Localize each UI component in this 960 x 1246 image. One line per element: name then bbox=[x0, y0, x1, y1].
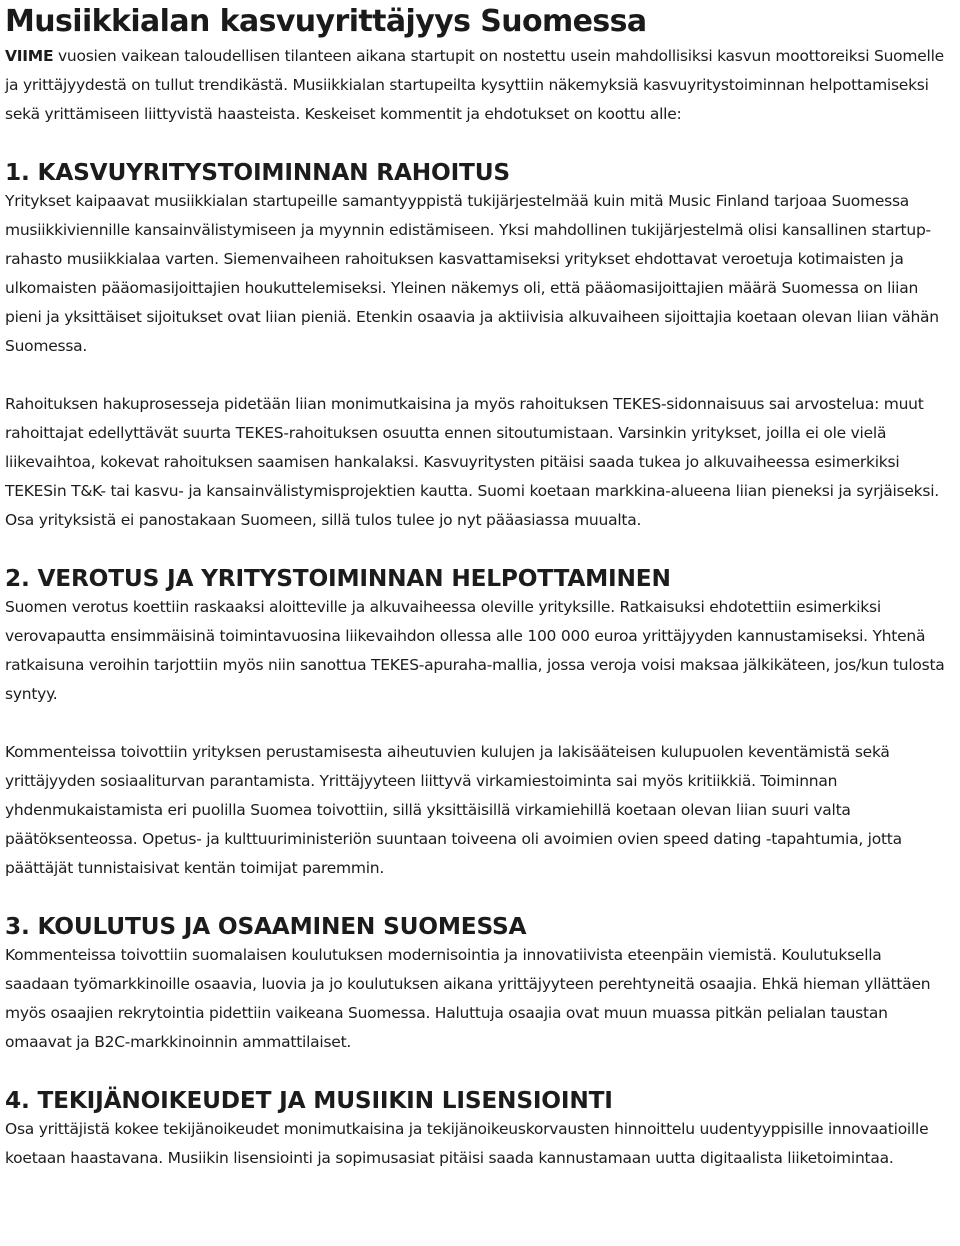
intro-paragraph bbox=[5, 42, 950, 129]
section-paragraph: Kommenteissa toivottiin yrityksen perustamisesta aiheutuvien kulujen ja lakisääteisen kulupuolen keventämistä sekä yrittäjyyden sosiaaliturvan parantamista. Yrittäjyyteen liittyvä virkamiestoiminta sai myös kritiikkiä. Toiminnan yhdenmukaistamista eri puolilla Suomea toivottiin, sillä yksittäisillä virkamiehillä koetaan olevan liian suuri valta päätöksenteossa. Opetus- ja kulttuuriministeriön suuntaan toiveena oli avoimien ovien speed dating -tapahtumia, jotta päättäjät tunnistaisivat kentän toimijat paremmin. bbox=[5, 743, 902, 877]
intro-lead-word: VIIME bbox=[5, 47, 54, 65]
section-heading: 1. KASVUYRITYSTOIMINNAN RAHOITUS bbox=[5, 159, 510, 186]
section-copyright bbox=[5, 1086, 950, 1173]
section-paragraph: Yritykset kaipaavat musiikkialan startupeille samantyyppistä tukijärjestelmää kuin mitä Music Finland tarjoaa Suomessa musiikkiviennille kansainvälistymiseen ja myynnin edistämiseen. Yksi mahdollinen tukijärjestelmä olisi kansallinen startup-rahasto musiikkialaa varten. Siemenvaiheen rahoituksen kasvattamiseksi yritykset ehdottavat veroetuja kotimaisten ja ulkomaisten pääomasijoittajien houkuttelemiseksi. Yleinen näkemys oli, että pääomasijoittajien määrä Suomessa on liian pieni ja yksittäiset sijoitukset ovat liian pieniä. Etenkin osaavia ja aktiivisia alkuvaiheen sijoittajia koetaan olevan liian vähän Suomessa. bbox=[5, 192, 939, 355]
section-paragraph: Osa yrittäjistä kokee tekijänoikeudet monimutkaisina ja tekijänoikeuskorvausten hinnoittelu uudentyyppisille innovaatioille koetaan haastavana. Musiikin lisensiointi ja sopimusasiat pitäisi saada kannustamaan uutta digitaalista liiketoimintaa. bbox=[5, 1120, 929, 1167]
section-heading: 3. KOULUTUS JA OSAAMINEN SUOMESSA bbox=[5, 913, 527, 940]
section-financing bbox=[5, 158, 950, 535]
section-paragraph: Suomen verotus koettiin raskaaksi aloitteville ja alkuvaiheessa oleville yrityksille. Ratkaisuksi ehdotettiin esimerkiksi verovapautta ensimmäisinä toimintavuosina liikevaihdon ollessa alle 100 000 euroa yrittäjyyden kannustamiseksi. Yhtenä ratkaisuna veroihin tarjottiin myös niin sanottua TEKES-apuraha-mallia, jossa veroja voisi maksaa jälkikäteen, jos/kun tulosta syntyy. bbox=[5, 598, 945, 703]
section-paragraph: Rahoituksen hakuprosesseja pidetään liian monimutkaisina ja myös rahoituksen TEKES-sidonnaisuus sai arvostelua: muut rahoittajat edellyttävät suurta TEKES-rahoituksen osuutta ennen sitoutumistaan. Varsinkin yritykset, joilla ei ole vielä liikevaihtoa, kokevat rahoituksen saamisen hankalaksi. Kasvuyritysten pitäisi saada tukea jo alkuvaiheessa esimerkiksi TEKESin T&K- tai kasvu- ja kansainvälistymisprojektien kautta. Suomi koetaan markkina-alueena liian pieneksi ja syrjäiseksi. Osa yrityksistä ei panostakaan Suomeen, sillä tulos tulee jo nyt pääasiassa muualta. bbox=[5, 395, 939, 529]
section-heading: 2. VEROTUS JA YRITYSTOIMINNAN HELPOTTAMINEN bbox=[5, 565, 671, 592]
section-paragraph: Kommenteissa toivottiin suomalaisen koulutuksen modernisointia ja innovatiivista eteenpäin viemistä. Koulutuksella saadaan työmarkkinoille osaavia, luovia ja jo koulutuksen aikana yrittäjyyteen perehtyneitä osaajia. Ehkä hieman yllättäen myös osaajien rekrytointia pidettiin vaikeana Suomessa. Haluttuja osaajia ovat muun muassa pitkän pelialan taustan omaavat ja B2C-markkinoinnin ammattilaiset. bbox=[5, 946, 931, 1051]
section-heading: 4. TEKIJÄNOIKEUDET JA MUSIIKIN LISENSIOINTI bbox=[5, 1087, 613, 1114]
section-taxation bbox=[5, 564, 950, 883]
page-title: Musiikkialan kasvuyrittäjyys Suomessa bbox=[5, 4, 647, 39]
intro-text: vuosien vaikean taloudellisen tilanteen aikana startupit on nostettu usein mahdollisiksi kasvun moottoreiksi Suomelle ja yrittäjyydestä on tullut trendikästä. Musiikkialan startupeilta kysyttiin näkemyksiä kasvuyritystoiminnan helpottamiseksi sekä yrittämiseen liittyvistä haasteista. Keskeiset kommentit ja ehdotukset on koottu alle: bbox=[5, 47, 944, 123]
section-education bbox=[5, 912, 950, 1057]
